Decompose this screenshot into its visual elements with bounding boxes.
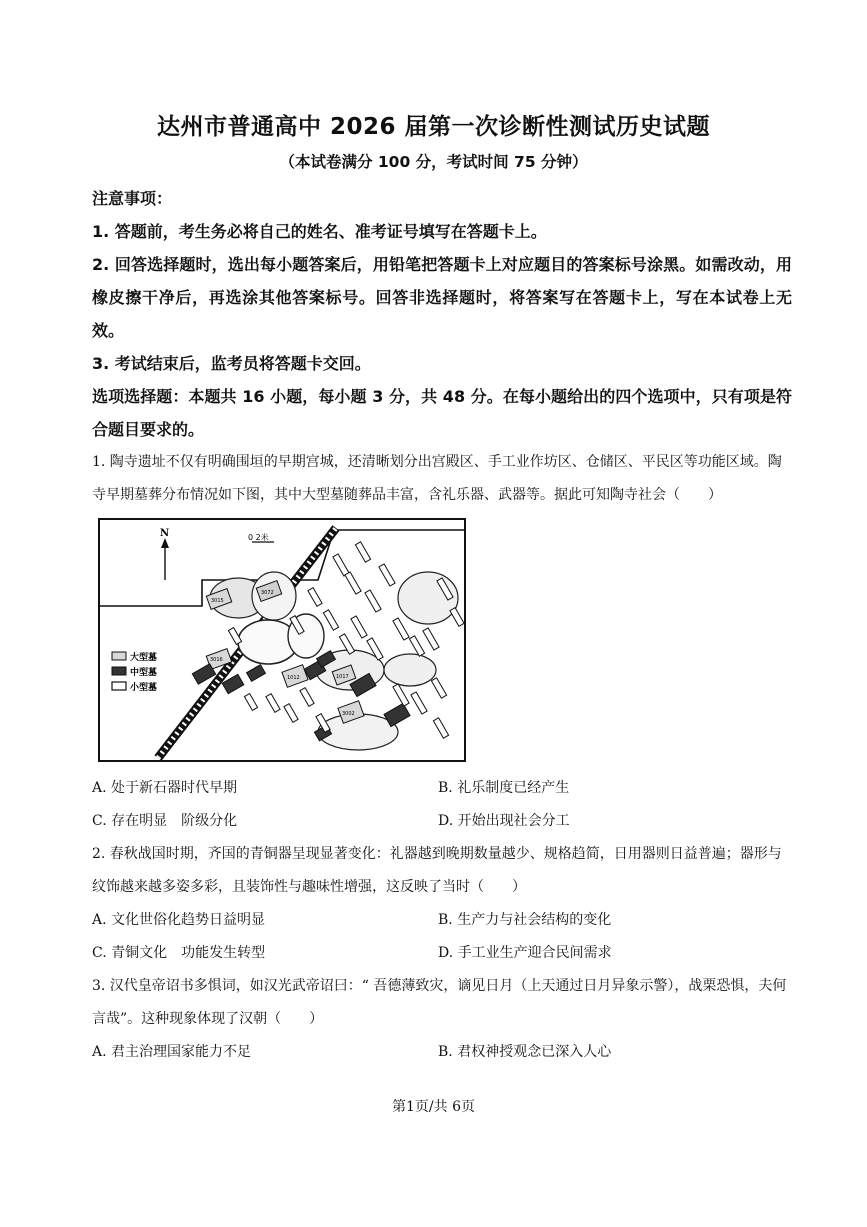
tomb-label-4: 1012 bbox=[287, 675, 300, 681]
question-1-stem: 1. 陶寺遗址不仅有明确围垣的早期宫城，还清晰划分出宫殿区、手工业作坊区、仓储区、平民区等功能区域。陶寺早期墓葬分布情况如下图，其中大型墓随葬品丰富，含礼乐器、武器等。据此可知陶寺社会（ ） bbox=[92, 454, 782, 503]
question-2-option-b: B. 生产力与社会结构的变化 bbox=[438, 912, 612, 928]
question-2-option-c: C. 青铜文化 功能发生转型 bbox=[92, 945, 266, 961]
notes-section bbox=[92, 182, 792, 446]
section-instructions: 选项选择题：本题共 16 小题，每小题 3 分，共 48 分。在每小题给出的四个选项中，只有项是符合题目要求的。 bbox=[92, 387, 792, 439]
question-2-option-a: A. 文化世俗化趋势日益明显 bbox=[92, 912, 266, 928]
question-2-stem: 2. 春秋战国时期，齐国的青铜器呈现显著变化：礼器越到晚期数量越少、规格趋简，日用器则日益普遍；器形与纹饰越来越多姿多彩，且装饰性与趣味性增强，这反映了当时（ ） bbox=[92, 846, 782, 895]
question-3-option-b: B. 君权神授观念已深入人心 bbox=[438, 1044, 612, 1060]
legend-medium: 中型墓 bbox=[130, 668, 158, 678]
question-2-options bbox=[92, 904, 792, 970]
scale-label: 0 2米 bbox=[248, 533, 269, 542]
question-1-option-d: D. 开始出现社会分工 bbox=[438, 813, 570, 829]
question-1-options bbox=[92, 772, 792, 838]
tomb-label-3: 3016 bbox=[210, 657, 223, 663]
question-1-option-b: B. 礼乐制度已经产生 bbox=[438, 780, 570, 796]
page-title: 达州市普通高中 2026 届第一次诊断性测试历史试题 bbox=[156, 114, 711, 140]
question-2-option-d: D. 手工业生产迎合民间需求 bbox=[438, 945, 612, 961]
tomb-label-6: 1017 bbox=[336, 674, 349, 680]
question-3-options bbox=[92, 1036, 792, 1069]
tomb-label-5: 3002 bbox=[342, 711, 355, 717]
question-3-stem: 3. 汉代皇帝诏书多惧词，如汉光武帝诏曰：“ 吾德薄致灾，谪见日月（上天通过日月异象示警），战栗恐惧，夫何言哉”。这种现象体现了汉朝（ ） bbox=[92, 978, 787, 1027]
legend-swatch-small bbox=[112, 682, 126, 690]
note-item-3: 3. 考试结束后，监考员将答题卡交回。 bbox=[92, 354, 371, 373]
question-3-option-a: A. 君主治理国家能力不足 bbox=[92, 1044, 252, 1060]
question-1-option-c: C. 存在明显 阶级分化 bbox=[92, 813, 238, 829]
legend-small: 小型墓 bbox=[130, 683, 158, 693]
tomb-label-2: 3072 bbox=[261, 590, 274, 596]
question-1-option-a: A. 处于新石器时代早期 bbox=[92, 780, 238, 796]
note-item-1: 1. 答题前，考生务必将自己的姓名、准考证号填写在答题卡上。 bbox=[92, 222, 547, 241]
questions-section bbox=[92, 446, 792, 1069]
tomb-label-1: 3015 bbox=[211, 598, 224, 604]
north-label: N bbox=[160, 528, 170, 539]
legend-swatch-large bbox=[112, 652, 126, 660]
tomb-distribution-map bbox=[98, 518, 468, 764]
legend-large: 大型墓 bbox=[130, 653, 158, 663]
notes-heading: 注意事项： bbox=[92, 189, 173, 208]
tomb-map-svg bbox=[98, 518, 468, 764]
page-footer: 第1页/共 6页 bbox=[392, 1099, 475, 1115]
legend-swatch-medium bbox=[112, 667, 126, 675]
page-subtitle: （本试卷满分 100 分，考试时间 75 分钟） bbox=[279, 153, 588, 171]
note-item-2: 2. 回答选择题时，选出每小题答案后，用铅笔把答题卡上对应题目的答案标号涂黑。如需改动，用橡皮擦干净后，再选涂其他答案标号。回答非选择题时，将答案写在答题卡上，写在本试卷上无效。 bbox=[92, 255, 792, 340]
